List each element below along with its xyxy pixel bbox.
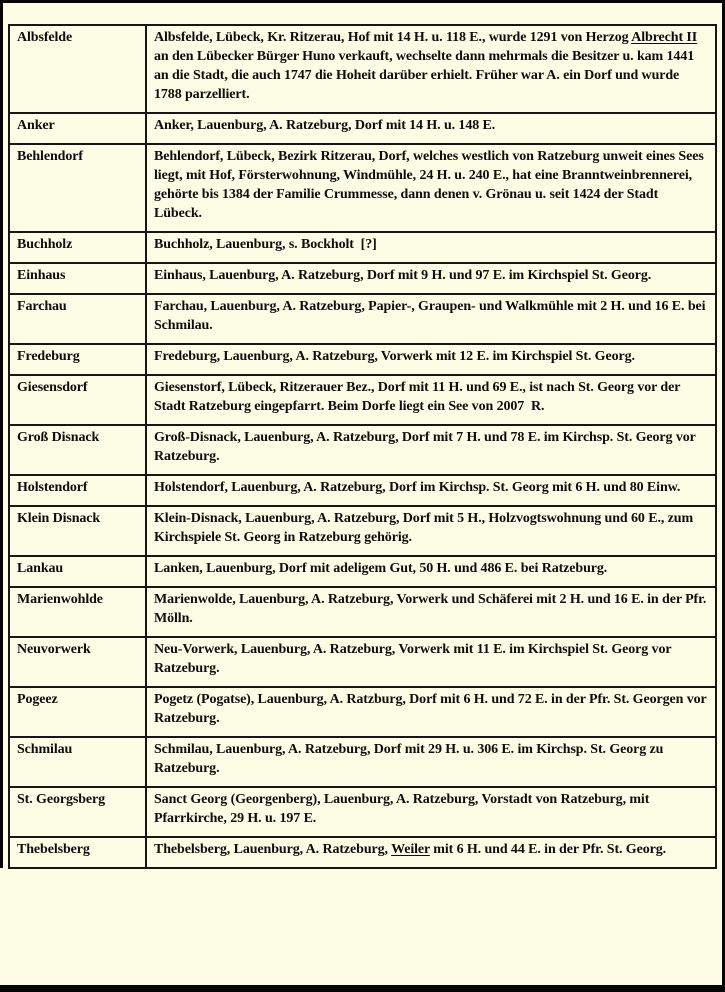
- underlined-text: Albrecht II: [631, 30, 698, 45]
- table-row: [9, 344, 716, 375]
- table-row: [9, 587, 716, 637]
- description-text: Klein-Disnack, Lauenburg, A. Ratzeburg, Dorf mit 5 H., Holzvogtswohnung und 60 E., zum Kirchspiele St. Georg in Ratzeburg gehörig.: [154, 511, 694, 545]
- place-name: Einhaus: [9, 263, 146, 294]
- description-text: mit 6 H. und 44 E. in der Pfr. St. Georg.: [429, 842, 667, 857]
- table-row: [9, 506, 716, 556]
- place-description: [146, 263, 716, 294]
- place-name: Albsfelde: [9, 25, 146, 113]
- place-name: Farchau: [9, 294, 146, 344]
- place-description: [146, 375, 716, 425]
- description-text: Lanken, Lauenburg, Dorf mit adeligem Gut, 50 H. und 486 E. bei Ratzeburg.: [154, 561, 608, 576]
- place-name: Schmilau: [9, 737, 146, 787]
- place-description: [146, 687, 716, 737]
- place-name: Pogeez: [9, 687, 146, 737]
- place-name: Holstendorf: [9, 475, 146, 506]
- table-row: [9, 144, 716, 232]
- place-description: [146, 144, 716, 232]
- table-row: [9, 263, 716, 294]
- table-row: [9, 375, 716, 425]
- place-description: [146, 232, 716, 263]
- table-row: [9, 425, 716, 475]
- description-text: Schmilau, Lauenburg, A. Ratzeburg, Dorf mit 29 H. u. 306 E. im Kirchsp. St. Georg zu Ratzeburg.: [154, 742, 664, 776]
- page-border-top: [0, 0, 725, 3]
- description-text: Marienwolde, Lauenburg, A. Ratzeburg, Vorwerk und Schäferei mit 2 H. und 16 E. in der Pfr. Mölln.: [154, 592, 707, 626]
- description-text: Anker, Lauenburg, A. Ratzeburg, Dorf mit 14 H. u. 148 E.: [154, 118, 496, 133]
- place-name: Neuvorwerk: [9, 637, 146, 687]
- place-name: Behlendorf: [9, 144, 146, 232]
- place-name: Marienwohlde: [9, 587, 146, 637]
- place-description: [146, 587, 716, 637]
- table-row: [9, 687, 716, 737]
- place-name: Lankau: [9, 556, 146, 587]
- description-text: Holstendorf, Lauenburg, A. Ratzeburg, Dorf im Kirchsp. St. Georg mit 6 H. und 80 Einw.: [154, 480, 681, 495]
- place-description: [146, 506, 716, 556]
- place-name: St. Georgsberg: [9, 787, 146, 837]
- place-description: [146, 556, 716, 587]
- description-text: an den Lübecker Bürger Huno verkauft, wechselte dann mehrmals die Besitzer u. kam 1441 an die Stadt, die auch 1747 die Hoheit darüber erhielt. Früher war A. ein Dorf und wurde 1788 parzelliert.: [154, 49, 695, 102]
- place-name: Klein Disnack: [9, 506, 146, 556]
- place-description: [146, 837, 716, 868]
- table-row: [9, 113, 716, 144]
- places-table: [8, 24, 717, 869]
- place-name: Giesensdorf: [9, 375, 146, 425]
- table-row: [9, 787, 716, 837]
- place-name: Anker: [9, 113, 146, 144]
- description-text: Groß-Disnack, Lauenburg, A. Ratzeburg, Dorf mit 7 H. und 78 E. im Kirchsp. St. Georg vor Ratzeburg.: [154, 430, 696, 464]
- description-text: Giesenstorf, Lübeck, Ritzerauer Bez., Dorf mit 11 H. und 69 E., ist nach St. Georg vor der Stadt Ratzeburg eingepfarrt. Beim Dorfe liegt ein See von 2007 R.: [154, 380, 681, 414]
- places-table-body: [9, 25, 716, 868]
- page-border-left: [0, 0, 3, 868]
- place-description: [146, 425, 716, 475]
- place-description: [146, 294, 716, 344]
- description-text: Behlendorf, Lübeck, Bezirk Ritzerau, Dorf, welches westlich von Ratzeburg unweit eines Sees liegt, mit Hof, Försterwohnung, Windmühle, 24 H. u. 240 E., hat eine Branntweinbrennerei, gehörte bis 1384 der Familie Crummesse, dann denen v. Grönau u. seit 1424 der Stadt Lübeck.: [154, 149, 704, 221]
- table-row: [9, 475, 716, 506]
- description-text: Pogetz (Pogatse), Lauenburg, A. Ratzburg, Dorf mit 6 H. und 72 E. in der Pfr. St. Georgen vor Ratzeburg.: [154, 692, 707, 726]
- table-row: [9, 837, 716, 868]
- table-row: [9, 637, 716, 687]
- table-row: [9, 294, 716, 344]
- description-text: Einhaus, Lauenburg, A. Ratzeburg, Dorf mit 9 H. und 97 E. im Kirchspiel St. Georg.: [154, 268, 652, 283]
- place-description: [146, 475, 716, 506]
- place-description: [146, 25, 716, 113]
- table-row: [9, 556, 716, 587]
- place-description: [146, 344, 716, 375]
- table-row: [9, 232, 716, 263]
- description-text: Sanct Georg (Georgenberg), Lauenburg, A. Ratzeburg, Vorstadt von Ratzeburg, mit Pfarrkirche, 29 H. u. 197 E.: [154, 792, 650, 826]
- table-row: [9, 737, 716, 787]
- place-name: Buchholz: [9, 232, 146, 263]
- place-name: Thebelsberg: [9, 837, 146, 868]
- place-name: Groß Disnack: [9, 425, 146, 475]
- description-text: Fredeburg, Lauenburg, A. Ratzeburg, Vorwerk mit 12 E. im Kirchspiel St. Georg.: [154, 349, 635, 364]
- page-border-bottom: [0, 985, 725, 992]
- table-row: [9, 25, 716, 113]
- place-description: [146, 637, 716, 687]
- description-text: Neu-Vorwerk, Lauenburg, A. Ratzeburg, Vorwerk mit 11 E. im Kirchspiel St. Georg vor Ratzeburg.: [154, 642, 672, 676]
- underlined-text: Weiler: [391, 842, 430, 857]
- place-description: [146, 787, 716, 837]
- description-text: Farchau, Lauenburg, A. Ratzeburg, Papier-, Graupen- und Walkmühle mit 2 H. und 16 E. bei Schmilau.: [154, 299, 706, 333]
- place-description: [146, 737, 716, 787]
- place-description: [146, 113, 716, 144]
- description-text: Buchholz, Lauenburg, s. Bockholt [?]: [154, 237, 377, 252]
- description-text: Thebelsberg, Lauenburg, A. Ratzeburg,: [154, 842, 392, 857]
- description-text: Albsfelde, Lübeck, Kr. Ritzerau, Hof mit 14 H. u. 118 E., wurde 1291 von Herzog: [154, 30, 632, 45]
- place-name: Fredeburg: [9, 344, 146, 375]
